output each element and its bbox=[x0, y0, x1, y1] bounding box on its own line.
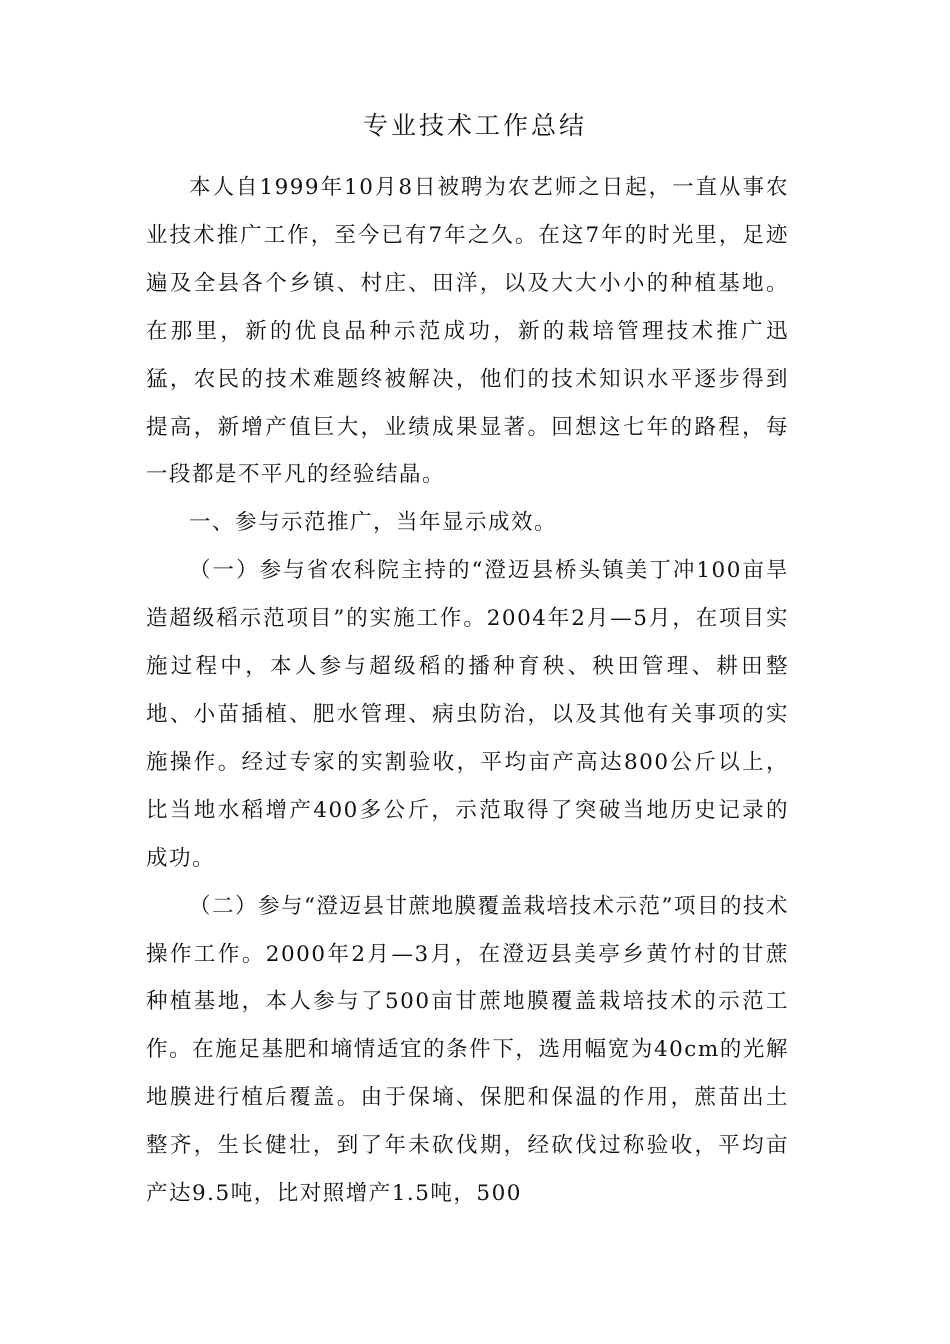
section-heading-1: 一、参与示范推广，当年显示成效。 bbox=[189, 510, 558, 536]
paragraph-item-2: （二）参与“澄迈县甘蔗地膜覆盖栽培技术示范”项目的技术操作工作。2000年2月—3月，在澄迈县美亭乡黄竹村的甘蔗种植基地，本人参与了500亩甘蔗地膜覆盖栽培技术的示范工作。在施足基肥和墒情适宜的条件下，选用幅宽为40cm的光解地膜进行植后覆盖。由于保墒、保肥和保温的作用，蔗苗出土整齐，生长健壮，到了年未砍伐期，经砍伐过称验收，平均亩产达9.5吨，比对照增产1.5吨，500 bbox=[146, 893, 789, 1207]
paragraph-item-1: （一）参与省农科院主持的“澄迈县桥头镇美丁冲100亩旱造超级稻示范项目”的实施工作。2004年2月—5月，在项目实施过程中，本人参与超级稻的播种育秧、秧田管理、耕田整地、小苗插植、肥水管理、病虫防治，以及其他有关事项的实施操作。经过专家的实割验收，平均亩产高达800公斤以上，比当地水稻增产400多公斤，示范取得了突破当地历史记录的成功。 bbox=[146, 558, 789, 871]
paragraph-intro: 本人自1999年10月8日被聘为农艺师之日起，一直从事农业技术推广工作，至今已有7年之久。在这7年的时光里，足迹遍及全县各个乡镇、村庄、田洋，以及大大小小的种植基地。在那里，新的优良品种示范成功，新的栽培管理技术推广迅猛，农民的技术难题终被解决，他们的技术知识水平逐步得到提高，新增产值巨大，业绩成果显著。回想这七年的路程，每一段都是不平凡的经验结晶。 bbox=[146, 175, 789, 488]
document-title: 专业技术工作总结 bbox=[362, 111, 587, 140]
document-body bbox=[146, 164, 789, 1218]
